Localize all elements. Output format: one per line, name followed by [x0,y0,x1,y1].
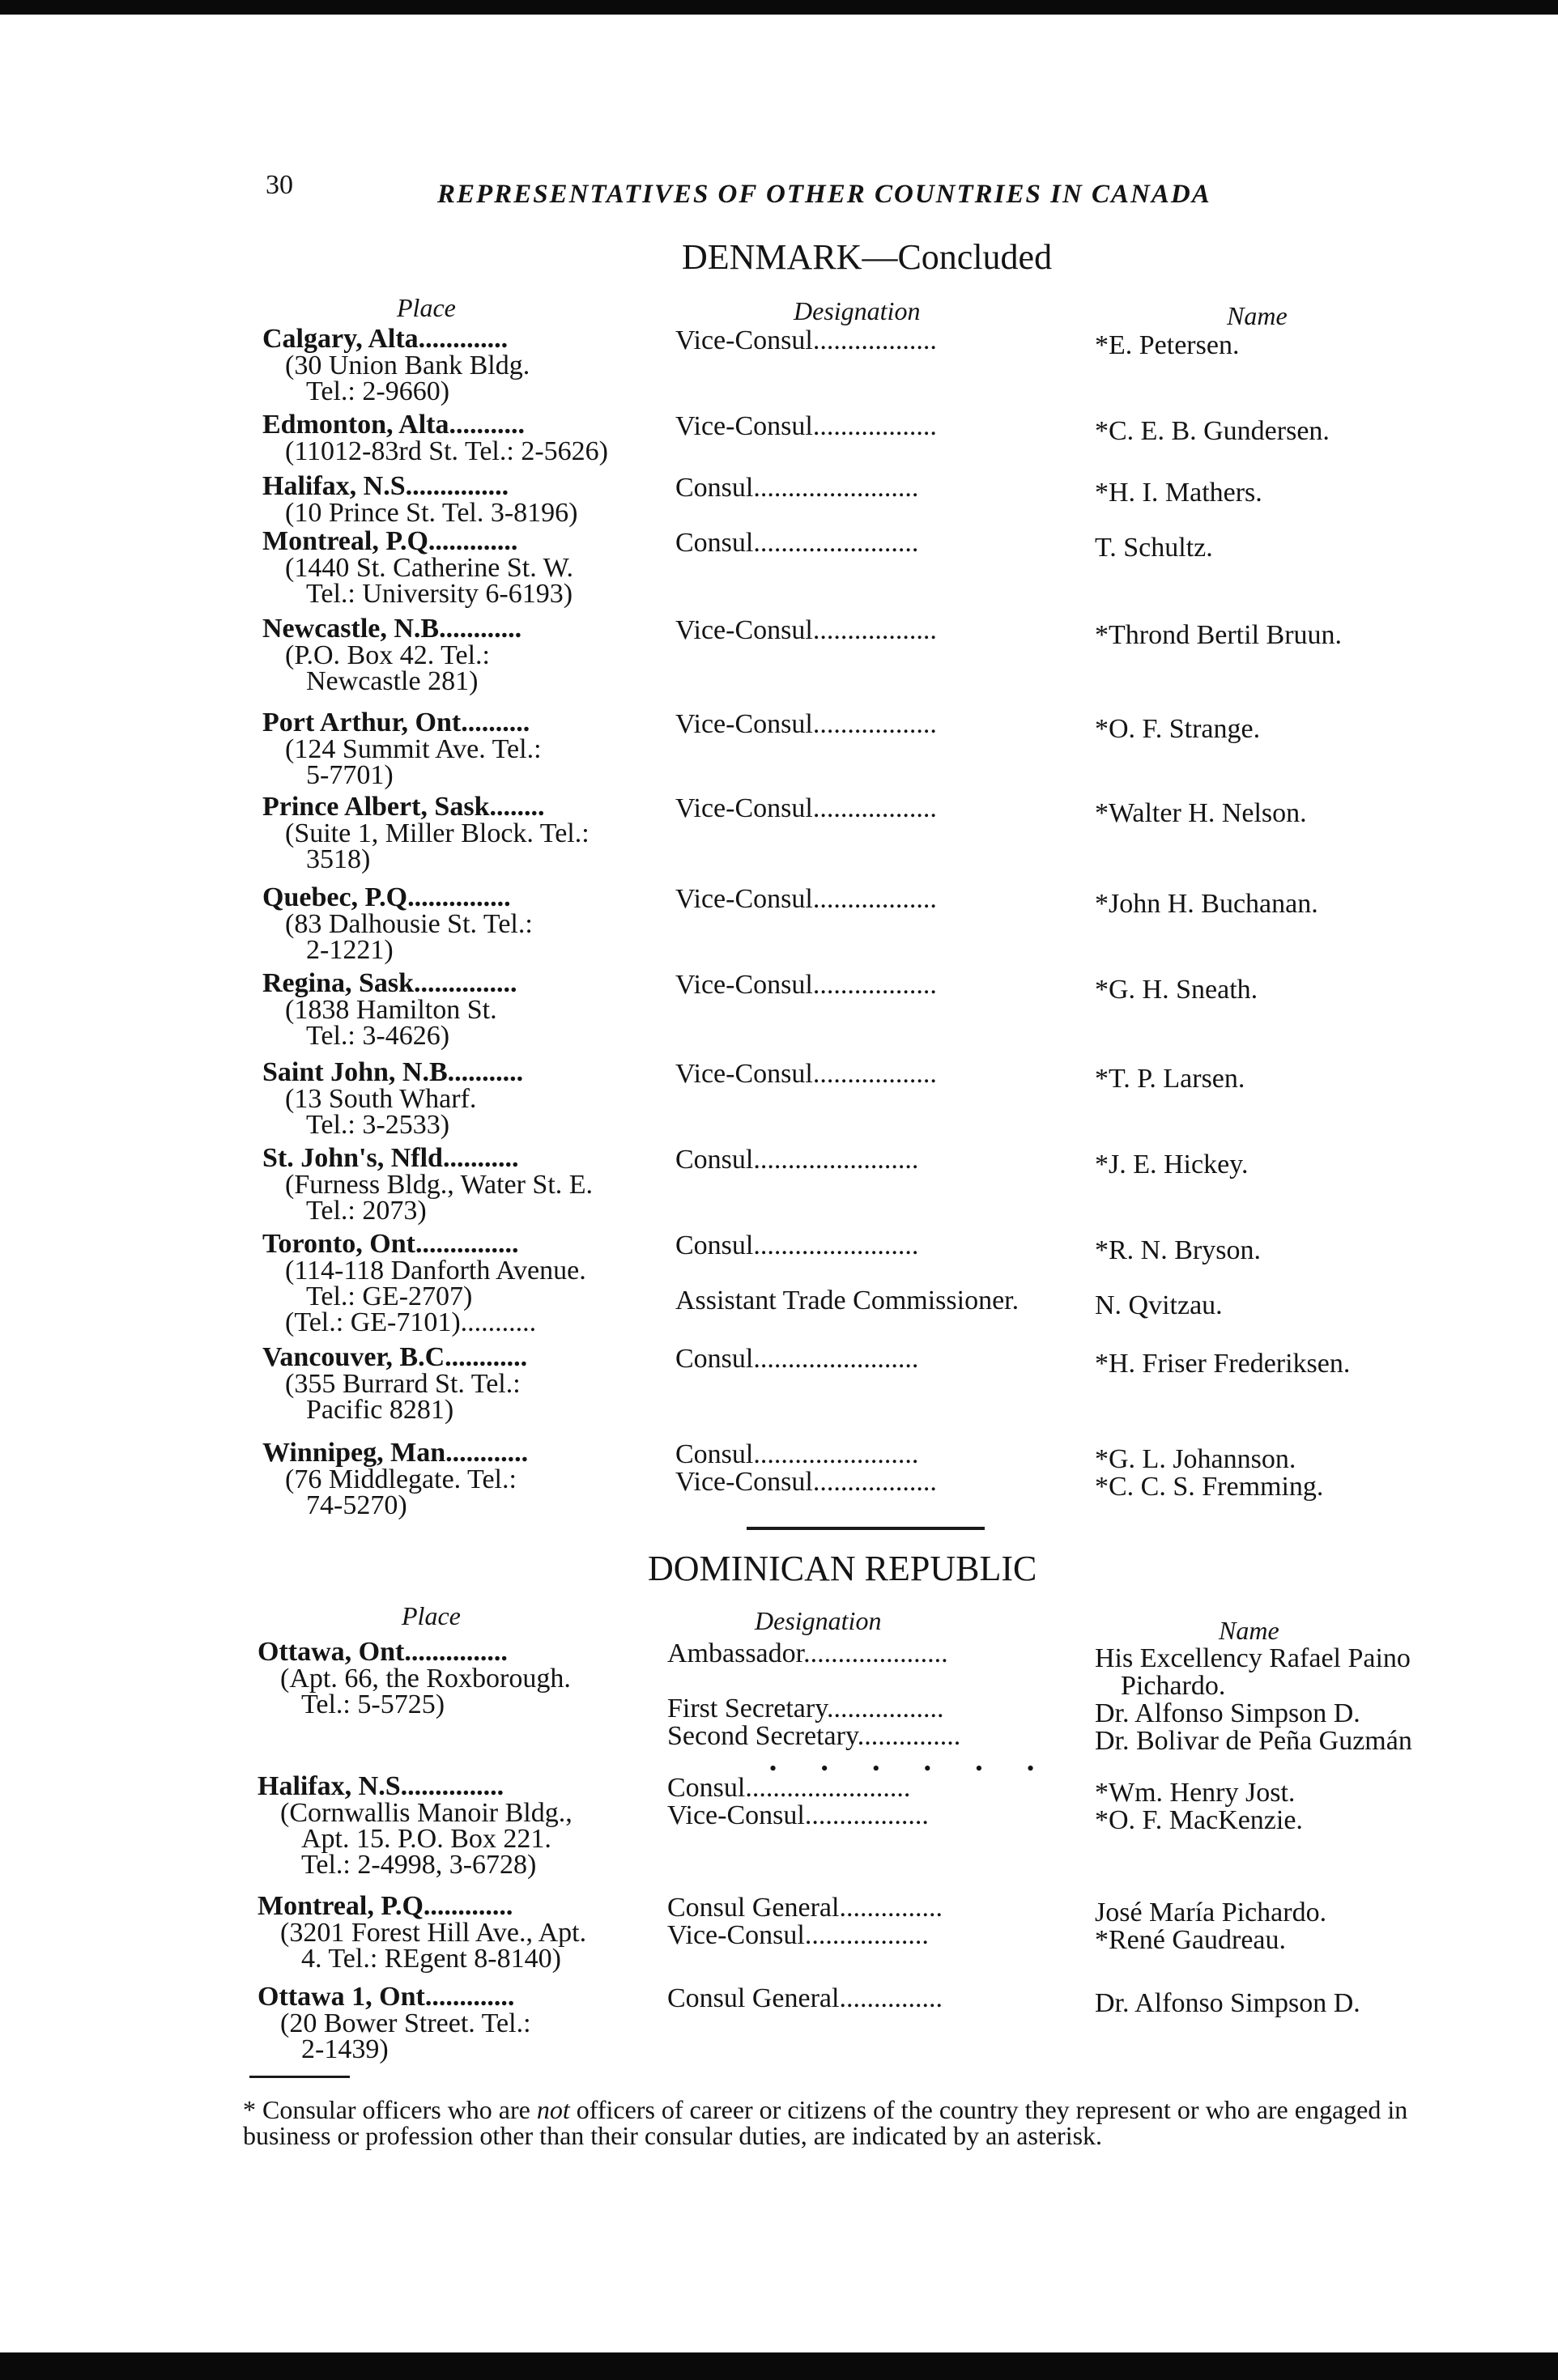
denmark-place-entry [262,1145,593,1224]
place-address [258,1800,573,1878]
name-line: Dr. Alfonso Simpson D. [1095,1698,1360,1728]
denmark-place-entry [262,709,542,788]
denmark-place-entry [262,1344,527,1423]
place-name: Regina, Sask............... [262,968,517,998]
dominican-designation-entry [667,1640,960,1750]
name-line: Pichardo. [1121,1671,1226,1701]
address-line: (11012-83rd St. Tel.: 2-5626) [285,436,608,466]
denmark-designation-entry [675,1146,918,1174]
designation-line: Vice-Consul.................. [675,615,937,645]
designation-line: Consul........................ [675,1145,919,1175]
address-line: (114-118 Danforth Avenue. [285,1256,586,1286]
place-name: Newcastle, N.B............ [262,614,522,644]
denmark-place-entry [262,884,533,963]
running-head: REPRESENTATIVES OF OTHER COUNTRIES IN CANADA [437,180,1211,209]
separator-dots: • • • • • • [769,1757,1054,1780]
place-name: Prince Albert, Sask........ [262,792,545,822]
denmark-header-designation: Designation [794,296,921,325]
name-line: *H. Friser Frederiksen. [1095,1349,1351,1379]
address-line: 2-1439) [301,2034,389,2064]
name-line: *Walter H. Nelson. [1095,798,1307,828]
dominican-name-entry [1095,1899,1326,1954]
address-line: (Cornwallis Manoir Bldg., [280,1798,573,1828]
designation-line [667,1668,960,1695]
scan-bottom-border [0,2352,1558,2380]
designation-line: Consul........................ [675,1439,919,1469]
address-line: (30 Union Bank Bldg. [285,351,530,380]
denmark-name-entry [1095,976,1258,1004]
denmark-designation-entry [675,1441,937,1496]
denmark-name-entry [1095,1350,1350,1378]
place-name: Halifax, N.S............... [258,1771,504,1801]
place-name: Ottawa, Ont............... [258,1637,508,1667]
name-line: *O. F. Strange. [1095,714,1261,744]
denmark-designation-entry [675,617,937,644]
address-line: (Tel.: GE-7101)........... [285,1307,537,1337]
name-line: *G. L. Johannson. [1095,1444,1296,1474]
designation-line: Consul........................ [675,528,919,558]
name-line: *J. E. Hickey. [1095,1150,1249,1179]
dominican-header-place: Place [402,1601,461,1630]
place-name: Vancouver, B.C............ [262,1342,528,1372]
place-name: Montreal, P.Q............. [262,526,518,556]
address-line: Tel.: 2-4998, 3-6728) [301,1850,537,1880]
dominican-place-entry [258,1638,571,1718]
name-line: *Thrond Bertil Bruun. [1095,620,1343,650]
designation-line: Vice-Consul.................. [675,709,937,739]
address-line: (20 Bower Street. Tel.: [280,2008,531,2038]
place-name: Halifax, N.S............... [262,471,509,501]
place-name: Quebec, P.Q............... [262,882,511,912]
address-line: (1440 St. Catherine St. W. [285,553,574,583]
denmark-designation-entry [675,711,937,738]
dominican-place-entry [258,1893,586,1972]
denmark-designation-entry [675,327,937,355]
name-line: *Wm. Henry Jost. [1095,1778,1296,1808]
denmark-name-entry [1095,1065,1245,1093]
designation-line: Assistant Trade Commissioner. [675,1286,1020,1315]
address-line: (1838 Hamilton St. [285,995,497,1025]
address-line: (13 South Wharf. [285,1084,477,1114]
footnote-text-start: * Consular officers who are [243,2095,537,2124]
section-title-dominican-republic: DOMINICAN REPUBLIC [648,1549,1037,1588]
denmark-name-entry [1095,534,1213,562]
place-address [258,2008,531,2064]
denmark-name-entry [1095,418,1330,445]
denmark-place-entry [262,473,578,526]
place-address [262,353,530,405]
denmark-name-entry [1095,800,1307,827]
denmark-designation-entry [675,795,937,822]
denmark-place-entry [262,1439,528,1519]
dominican-designation-entry [667,1985,943,2012]
place-address [258,1920,586,1972]
place-address [262,555,573,607]
denmark-designation-entry [675,474,918,502]
name-line: Dr. Bolivar de Peña Guzmán [1095,1726,1412,1756]
place-name: Calgary, Alta............. [262,324,509,354]
name-line: *R. N. Bryson. [1095,1235,1261,1265]
name-line: His Excellency Rafael Paino [1095,1643,1411,1673]
address-line: (3201 Forest Hill Ave., Apt. [280,1918,587,1948]
denmark-name-entry [1095,716,1260,743]
address-line: 74-5270) [306,1490,407,1520]
address-line: 5-7701) [306,760,394,790]
place-address [262,436,608,466]
address-line: Tel.: 2-9660) [306,376,450,406]
designation-line: Vice-Consul.................. [675,325,937,355]
place-name: Ottawa 1, Ont............. [258,1982,515,2012]
designation-line: Vice-Consul.................. [675,793,937,823]
denmark-designation-entry [675,529,918,557]
place-address [262,1172,593,1224]
address-line: Newcastle 281) [306,666,479,696]
address-line: Tel.: University 6-6193) [306,579,573,609]
address-line: 4. Tel.: REgent 8-8140) [301,1944,561,1974]
denmark-place-entry [262,528,573,607]
denmark-header-place: Place [397,293,456,322]
dominican-name-entry [1095,1779,1303,1834]
name-line [1095,1264,1261,1292]
denmark-name-entry [1095,1151,1248,1179]
designation-line: Vice-Consul.................. [667,1800,929,1830]
denmark-place-entry [262,793,590,873]
designation-line: Vice-Consul.................. [675,1467,937,1497]
place-address [262,1086,523,1138]
denmark-header-name: Name [1227,301,1288,330]
denmark-place-entry [262,411,608,465]
place-address [258,1666,571,1718]
denmark-place-entry [262,615,521,695]
address-line: (P.O. Box 42. Tel.: [285,640,490,670]
address-line: 3518) [306,844,371,874]
designation-line: First Secretary................. [667,1694,944,1723]
page-number: 30 [266,170,293,200]
place-address [262,909,533,965]
place-address [262,1464,528,1520]
name-line: *René Gaudreau. [1095,1925,1287,1955]
denmark-name-entry [1095,1237,1261,1320]
denmark-designation-entry [675,1345,918,1373]
address-line: (124 Summit Ave. Tel.: [285,734,542,764]
address-line: Tel.: 5-5725) [301,1689,445,1719]
denmark-designation-entry [675,413,937,440]
address-line: Tel.: 2073) [306,1196,427,1226]
address-line: Pacific 8281) [306,1395,454,1425]
name-line: *T. P. Larsen. [1095,1064,1245,1094]
denmark-designation-entry [675,971,937,999]
dominican-designation-entry [667,1774,929,1830]
footnote [243,2097,1482,2148]
name-line: *E. Petersen. [1095,330,1240,360]
denmark-place-entry [262,325,530,405]
place-name: Saint John, N.B........... [262,1057,524,1087]
address-line: (83 Dalhousie St. Tel.: [285,909,533,939]
designation-line: Vice-Consul.................. [675,970,937,1000]
footnote-text-end: officers of career or citizens of the country they represent or who are engaged in business or profession other than their consular duties, are indicated by an asterisk. [243,2095,1408,2150]
designation-line: Vice-Consul.................. [675,884,937,914]
address-line: (Apt. 66, the Roxborough. [280,1664,571,1694]
denmark-name-entry [1095,1446,1323,1501]
place-name: Montreal, P.Q............. [258,1891,513,1921]
dominican-designation-entry [667,1894,943,1949]
place-address [262,818,590,874]
designation-line: Ambassador..................... [667,1638,948,1668]
section-title-denmark: DENMARK—Concluded [682,237,1053,277]
dominican-place-entry [258,1773,573,1878]
designation-line: Vice-Consul.................. [675,411,937,441]
denmark-name-entry [1095,890,1318,918]
designation-line: Consul........................ [675,473,919,503]
address-line: Apt. 15. P.O. Box 221. [301,1824,551,1854]
place-address [262,1371,527,1423]
name-line: *John H. Buchanan. [1095,889,1318,919]
place-name: Edmonton, Alta........... [262,410,525,440]
denmark-name-entry [1095,332,1239,359]
place-name: Toronto, Ont............... [262,1229,519,1259]
name-line: *O. F. MacKenzie. [1095,1805,1303,1835]
place-address [262,640,521,696]
dominican-header-designation: Designation [755,1606,882,1635]
designation-line: Vice-Consul.................. [675,1059,937,1089]
name-line: *H. I. Mathers. [1095,478,1262,508]
denmark-name-entry [1095,622,1342,649]
name-line: T. Schultz. [1095,533,1213,563]
footnote-rule [249,2076,350,2078]
address-line: (Furness Bldg., Water St. E. [285,1170,594,1200]
place-address [262,734,542,790]
denmark-place-entry [262,970,517,1049]
designation-line: Consul........................ [675,1344,919,1374]
denmark-place-entry [262,1230,586,1336]
place-name: Port Arthur, Ont.......... [262,708,530,737]
name-line: Dr. Alfonso Simpson D. [1095,1988,1360,2018]
place-name: Winnipeg, Man............ [262,1438,529,1468]
place-address [262,1258,586,1336]
designation-line: Consul General............... [667,1983,943,2013]
dominican-place-entry [258,1983,531,2063]
place-address [262,500,578,526]
footnote-emphasis: not [536,2095,570,2124]
address-line: (355 Burrard St. Tel.: [285,1369,521,1399]
designation-line [675,1260,1019,1287]
designation-line: Consul........................ [667,1773,911,1803]
address-line: Tel.: 3-2533) [306,1110,450,1140]
dominican-name-entry [1095,1990,1360,2017]
dominican-name-entry [1095,1645,1412,1755]
name-line: *C. C. S. Fremming. [1095,1472,1324,1502]
designation-line: Second Secretary............... [667,1721,961,1751]
place-name: St. John's, Nfld........... [262,1143,519,1173]
name-line: *C. E. B. Gundersen. [1095,416,1330,446]
name-line: *G. H. Sneath. [1095,975,1258,1005]
designation-line: Consul........................ [675,1230,919,1260]
address-line: Tel.: 3-4626) [306,1021,450,1051]
address-line: (76 Middlegate. Tel.: [285,1464,517,1494]
address-line: (10 Prince St. Tel. 3-8196) [285,498,578,528]
address-line: 2-1221) [306,935,394,965]
dominican-header-name: Name [1219,1616,1279,1645]
address-line: Tel.: GE-2707) [306,1281,473,1311]
place-address [262,997,517,1049]
name-line: N. Qvitzau. [1095,1290,1223,1320]
section-divider [747,1527,985,1530]
denmark-designation-entry [675,886,937,913]
name-line: José María Pichardo. [1095,1898,1327,1927]
denmark-place-entry [262,1059,523,1138]
address-line: (Suite 1, Miller Block. Tel.: [285,818,590,848]
designation-line: Consul General............... [667,1893,943,1923]
designation-line: Vice-Consul.................. [667,1920,929,1950]
denmark-designation-entry [675,1060,937,1088]
denmark-designation-entry [675,1232,1019,1315]
denmark-name-entry [1095,479,1262,507]
